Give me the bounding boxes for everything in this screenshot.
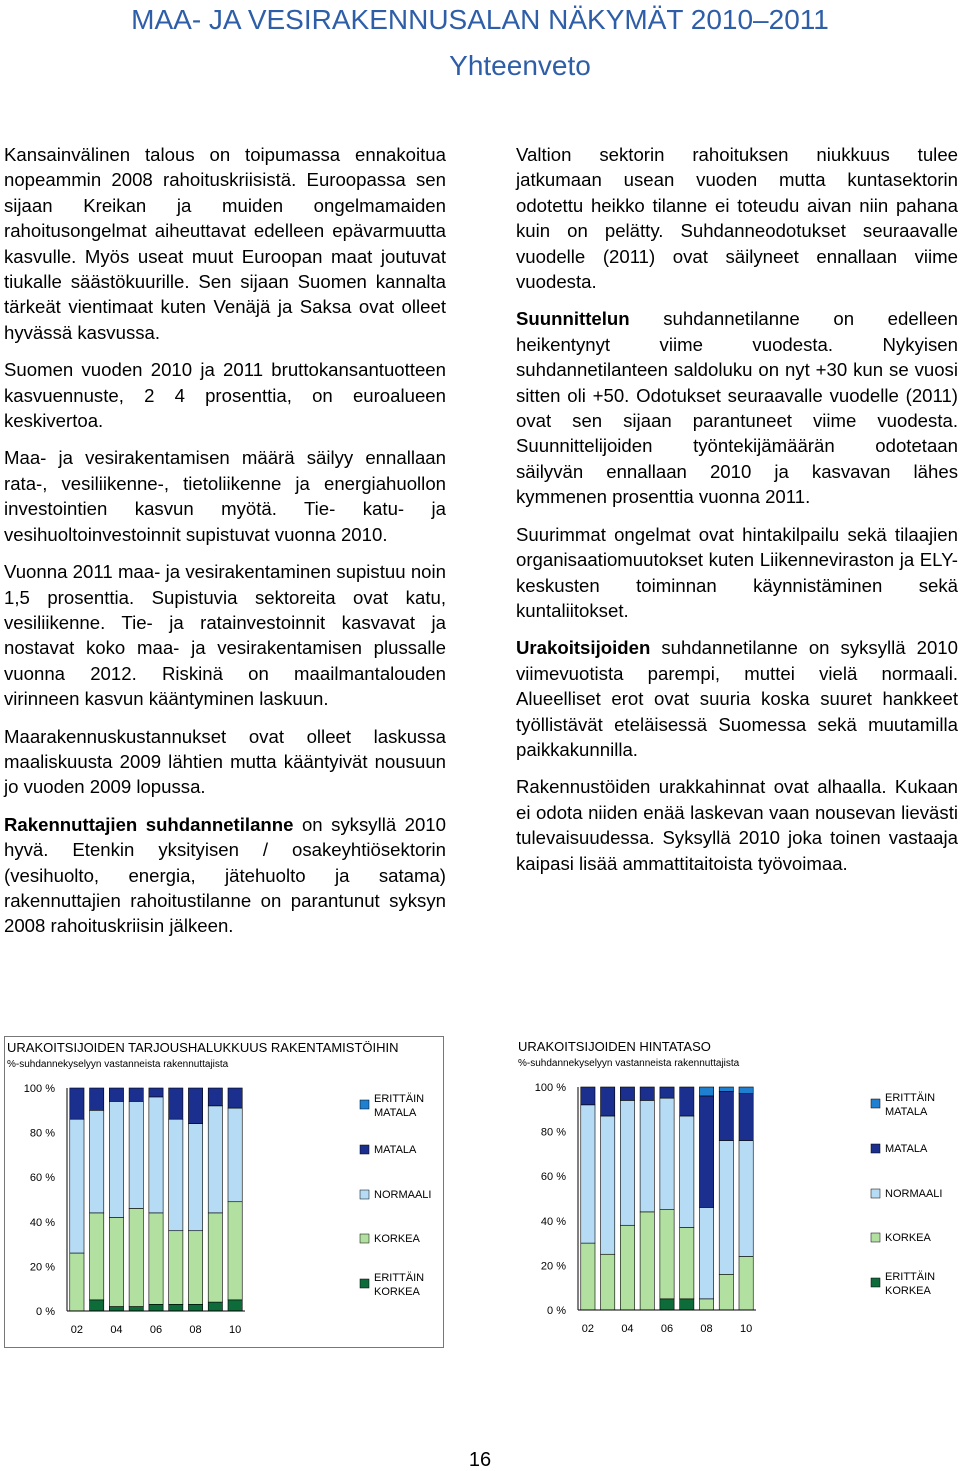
bar-segment: [620, 1087, 634, 1100]
paragraph: [516, 635, 958, 762]
bar-segment: [581, 1243, 595, 1310]
bar-segment: [149, 1213, 163, 1304]
bar-segment: [70, 1253, 84, 1311]
bar-segment: [208, 1106, 222, 1213]
legend-swatch: [871, 1278, 880, 1287]
y-tick-label: 40 %: [29, 1216, 55, 1229]
bar-segment: [228, 1202, 242, 1300]
chart-title: URAKOITSIJOIDEN TARJOUSHALUKKUUS RAKENTAMISTÖIHIN: [7, 1040, 399, 1055]
bar-segment: [640, 1100, 654, 1212]
legend-label: NORMAALI: [374, 1189, 432, 1201]
bar-segment: [208, 1302, 222, 1311]
paragraph-text: suhdannetilanne on syksyllä 2010 viimevuotista parempi, muttei vielä normaali. Alueelliset erot ovat suuria koska suuret hankkeet työllistävät eteläisessä Suomessa sekä muutamilla paikkakunnilla.: [516, 637, 958, 760]
bar-segment: [208, 1213, 222, 1302]
bar-segment: [581, 1087, 595, 1105]
bar-segment: [129, 1307, 143, 1311]
page-number: 16: [468, 1449, 492, 1471]
paragraph-lead: Rakennuttajien suhdannetilanne: [4, 813, 294, 835]
bar-segment: [188, 1304, 202, 1311]
bar-segment: [660, 1098, 674, 1210]
bar-segment: [719, 1091, 733, 1140]
bar-segment: [208, 1088, 222, 1106]
paragraph: [516, 774, 958, 876]
bar-segment: [581, 1105, 595, 1243]
bar-segment: [739, 1087, 753, 1094]
paragraph-text: Valtion sektorin rahoituksen niukkuus tulee jatkumaan usean vuoden mutta kuntasektorin odotettu heikko tilanne ei toteudu aivan niin pahana kuin on pelätty. Suhdanneodotukset seuraavalle vuodelle (2011) ovat säilyneet ennallaan viime vuodesta.: [516, 144, 958, 293]
chart-hintataso: [516, 1036, 956, 1348]
paragraph-text: Maa- ja vesirakentamisen määrä säilyy ennallaan rata-, vesiliikenne-, tietoliikenne ja energiahuollon investointien kasvun myötä. Tie- katu- ja vesihuoltoinvestoinnit supistuvat vuonna 2010.: [4, 447, 446, 545]
bar-segment: [680, 1087, 694, 1116]
bar-segment: [640, 1087, 654, 1100]
bar-segment: [70, 1119, 84, 1253]
legend-swatch: [871, 1099, 880, 1108]
bar-segment: [149, 1304, 163, 1311]
y-tick-label: 100 %: [534, 1082, 566, 1094]
chart-subtitle: %-suhdannekyselyyn vastanneista rakennuttajista: [7, 1059, 229, 1070]
legend-swatch: [360, 1145, 369, 1154]
bar-segment: [90, 1110, 104, 1213]
paragraph: [4, 559, 446, 711]
bar-segment: [660, 1210, 674, 1299]
bar-segment: [228, 1108, 242, 1202]
x-tick-label: 10: [739, 1323, 753, 1335]
chart-tarjoushalukkuus: [4, 1036, 444, 1348]
paragraph: [516, 306, 958, 509]
paragraph-text: Vuonna 2011 maa- ja vesirakentaminen supistuu noin 1,5 prosenttia. Supistuvia sektoreita ovat katu, vesiliikenne. Tie- ja ratainvestoinnit kasvavat ja nostavat koko maa- ja vesirakentamisen plussalle vuonna 2012. Riskinä on maailmantalouden virinneen kasvun kääntyminen laskuun.: [4, 561, 446, 710]
legend-label: ERITTÄIN KORKEA: [885, 1271, 936, 1297]
bar-segment: [601, 1254, 615, 1310]
x-tick-label: 04: [110, 1324, 123, 1336]
bar-segment: [620, 1225, 634, 1310]
bar-segment: [149, 1097, 163, 1213]
bar-segment: [188, 1124, 202, 1231]
legend-swatch: [871, 1144, 880, 1153]
bar-segment: [70, 1088, 84, 1119]
bar-segment: [169, 1231, 183, 1305]
bar-segment: [149, 1088, 163, 1097]
legend-label: ERITTÄIN MATALA: [885, 1092, 936, 1118]
legend-label: MATALA: [374, 1144, 417, 1156]
paragraph-text: suhdannetilanne on edelleen heikentynyt viime vuodesta. Nykyisen suhdannetilanteen saldoluku on nyt +30 kun se vuosi sitten oli +50. Odotukset seuraavalle vuodelle (2011) ovat sen sijaan parantuneet viime vuodesta. Suunnittelijoiden työntekijämäärän odotetaan säilyvän ennallaan 2010 ja kasvavan lähes kymmenen prosenttia vuonna 2011.: [516, 308, 958, 508]
bar-segment: [640, 1212, 654, 1310]
page-title: MAA- JA VESIRAKENNUSALAN NÄKYMÄT 2010–2011: [131, 4, 829, 35]
bar-segment: [739, 1094, 753, 1141]
legend-swatch: [360, 1234, 369, 1243]
x-tick-label: 02: [581, 1323, 595, 1335]
y-tick-label: 100 %: [23, 1083, 55, 1095]
bar-segment: [129, 1088, 143, 1101]
bar-segment: [188, 1088, 202, 1124]
bar-segment: [129, 1101, 143, 1208]
paragraph: [4, 142, 446, 345]
paragraph-text: Maarakennuskustannukset ovat olleet laskussa maaliskuusta 2009 lähtien mutta kääntyivät nousuun jo vuoden 2009 lopussa.: [4, 725, 446, 798]
legend-label: KORKEA: [374, 1233, 420, 1245]
legend-swatch: [871, 1189, 880, 1198]
paragraph-text: Rakennustöiden urakkahinnat ovat alhaalla. Kukaan ei odota niiden enää laskevan vaan nousevan lievästi tulevaisuudessa. Syksyllä 2010 joka toinen vastaaja kaipasi lisää ammattitaitoista työvoimaa.: [516, 776, 958, 874]
bar-segment: [680, 1227, 694, 1298]
y-tick-label: 0 %: [36, 1306, 55, 1318]
bar-segment: [699, 1299, 713, 1310]
bar-segment: [169, 1119, 183, 1231]
y-tick-label: 20 %: [29, 1261, 55, 1274]
x-tick-label: 10: [228, 1324, 242, 1336]
x-tick-label: 02: [70, 1324, 84, 1336]
paragraph-text: Suomen vuoden 2010 ja 2011 bruttokansantuotteen kasvuennuste, 2 4 prosenttia, on euroalueen keskivertoa.: [4, 359, 446, 432]
legend-swatch: [360, 1190, 369, 1199]
paragraph: [4, 724, 446, 800]
bar-segment: [90, 1213, 104, 1300]
paragraph-lead: Suunnittelun: [516, 308, 630, 330]
bar-segment: [109, 1217, 123, 1306]
y-tick-label: 80 %: [29, 1127, 55, 1140]
bar-segment: [660, 1299, 674, 1310]
x-tick-label: 08: [189, 1324, 202, 1336]
y-tick-label: 0 %: [547, 1305, 566, 1317]
x-tick-label: 06: [149, 1324, 163, 1336]
legend-label: ERITTÄIN KORKEA: [374, 1272, 425, 1298]
bar-segment: [601, 1116, 615, 1254]
bar-segment: [188, 1231, 202, 1305]
bar-segment: [601, 1087, 615, 1116]
paragraph: [4, 812, 446, 939]
legend-label: MATALA: [885, 1143, 928, 1155]
page-subtitle: Yhteenveto: [449, 50, 591, 81]
bar-segment: [699, 1087, 713, 1096]
x-tick-label: 04: [621, 1323, 634, 1335]
legend-label: ERITTÄIN MATALA: [374, 1093, 425, 1119]
bar-segment: [739, 1141, 753, 1257]
paragraph-text: Suurimmat ongelmat ovat hintakilpailu sekä tilaajien organisaatiomuutokset kuten Liikenneviraston ja ELY-keskusten toiminnan käynnistäminen sekä kuntaliitokset.: [516, 523, 958, 621]
paragraph-text: on syksyllä 2010 hyvä. Etenkin yksityisen / osakeyhtiösektorin (vesihuolto, energia, jätehuolto ja satama) rakennuttajien rahoitustilanne on parantunut syksyn 2008 rahoituskriisin jälkeen.: [4, 813, 446, 937]
bar-segment: [90, 1300, 104, 1311]
bar-segment: [90, 1088, 104, 1110]
y-tick-label: 60 %: [29, 1172, 55, 1185]
x-tick-label: 08: [700, 1323, 713, 1335]
paragraph: [4, 445, 446, 547]
legend-swatch: [871, 1233, 880, 1242]
chart-title: URAKOITSIJOIDEN HINTATASO: [518, 1039, 711, 1054]
paragraph: [4, 357, 446, 433]
y-tick-label: 60 %: [540, 1171, 566, 1184]
paragraph: [516, 142, 958, 294]
legend-label: KORKEA: [885, 1232, 931, 1244]
right-text-column: [516, 142, 958, 888]
bar-segment: [680, 1116, 694, 1228]
bar-segment: [109, 1101, 123, 1217]
bar-segment: [228, 1088, 242, 1108]
y-tick-label: 20 %: [540, 1260, 566, 1273]
bar-segment: [699, 1096, 713, 1208]
chart-subtitle: %-suhdannekyselyyn vastanneista rakennuttajista: [518, 1058, 740, 1069]
chart-svg: [5, 1037, 445, 1349]
y-tick-label: 40 %: [540, 1215, 566, 1228]
bar-segment: [109, 1088, 123, 1101]
bar-segment: [228, 1300, 242, 1311]
bar-segment: [739, 1256, 753, 1310]
bar-segment: [169, 1088, 183, 1119]
bar-segment: [660, 1087, 674, 1098]
chart-svg: [516, 1036, 956, 1348]
bar-segment: [169, 1304, 183, 1311]
left-text-column: [4, 142, 446, 951]
paragraph: [516, 522, 958, 624]
bar-segment: [680, 1299, 694, 1310]
y-tick-label: 80 %: [540, 1126, 566, 1139]
legend-swatch: [360, 1279, 369, 1288]
bar-segment: [620, 1100, 634, 1225]
legend-label: NORMAALI: [885, 1188, 943, 1200]
bar-segment: [719, 1274, 733, 1310]
x-tick-label: 06: [660, 1323, 674, 1335]
bar-segment: [129, 1208, 143, 1306]
bar-segment: [719, 1141, 733, 1275]
paragraph-text: Kansainvälinen talous on toipumassa ennakoitua nopeammin 2008 rahoituskriisistä. Euroopassa sen sijaan Kreikan ja muiden ongelmamaiden rahoitusongelmat aiheuttavat edelleen epävarmuutta kasvulle. Myös useat muut Euroopan maat joutuvat tiukalle säästökuurille. Sen sijaan Suomen kannalta tärkeät vientimaat kuten Venäjä ja Saksa ovat olleet hyvässä kasvussa.: [4, 144, 446, 343]
legend-swatch: [360, 1100, 369, 1109]
bar-segment: [719, 1087, 733, 1091]
paragraph-lead: Urakoitsijoiden: [516, 637, 651, 659]
bar-segment: [109, 1307, 123, 1311]
bar-segment: [699, 1207, 713, 1298]
